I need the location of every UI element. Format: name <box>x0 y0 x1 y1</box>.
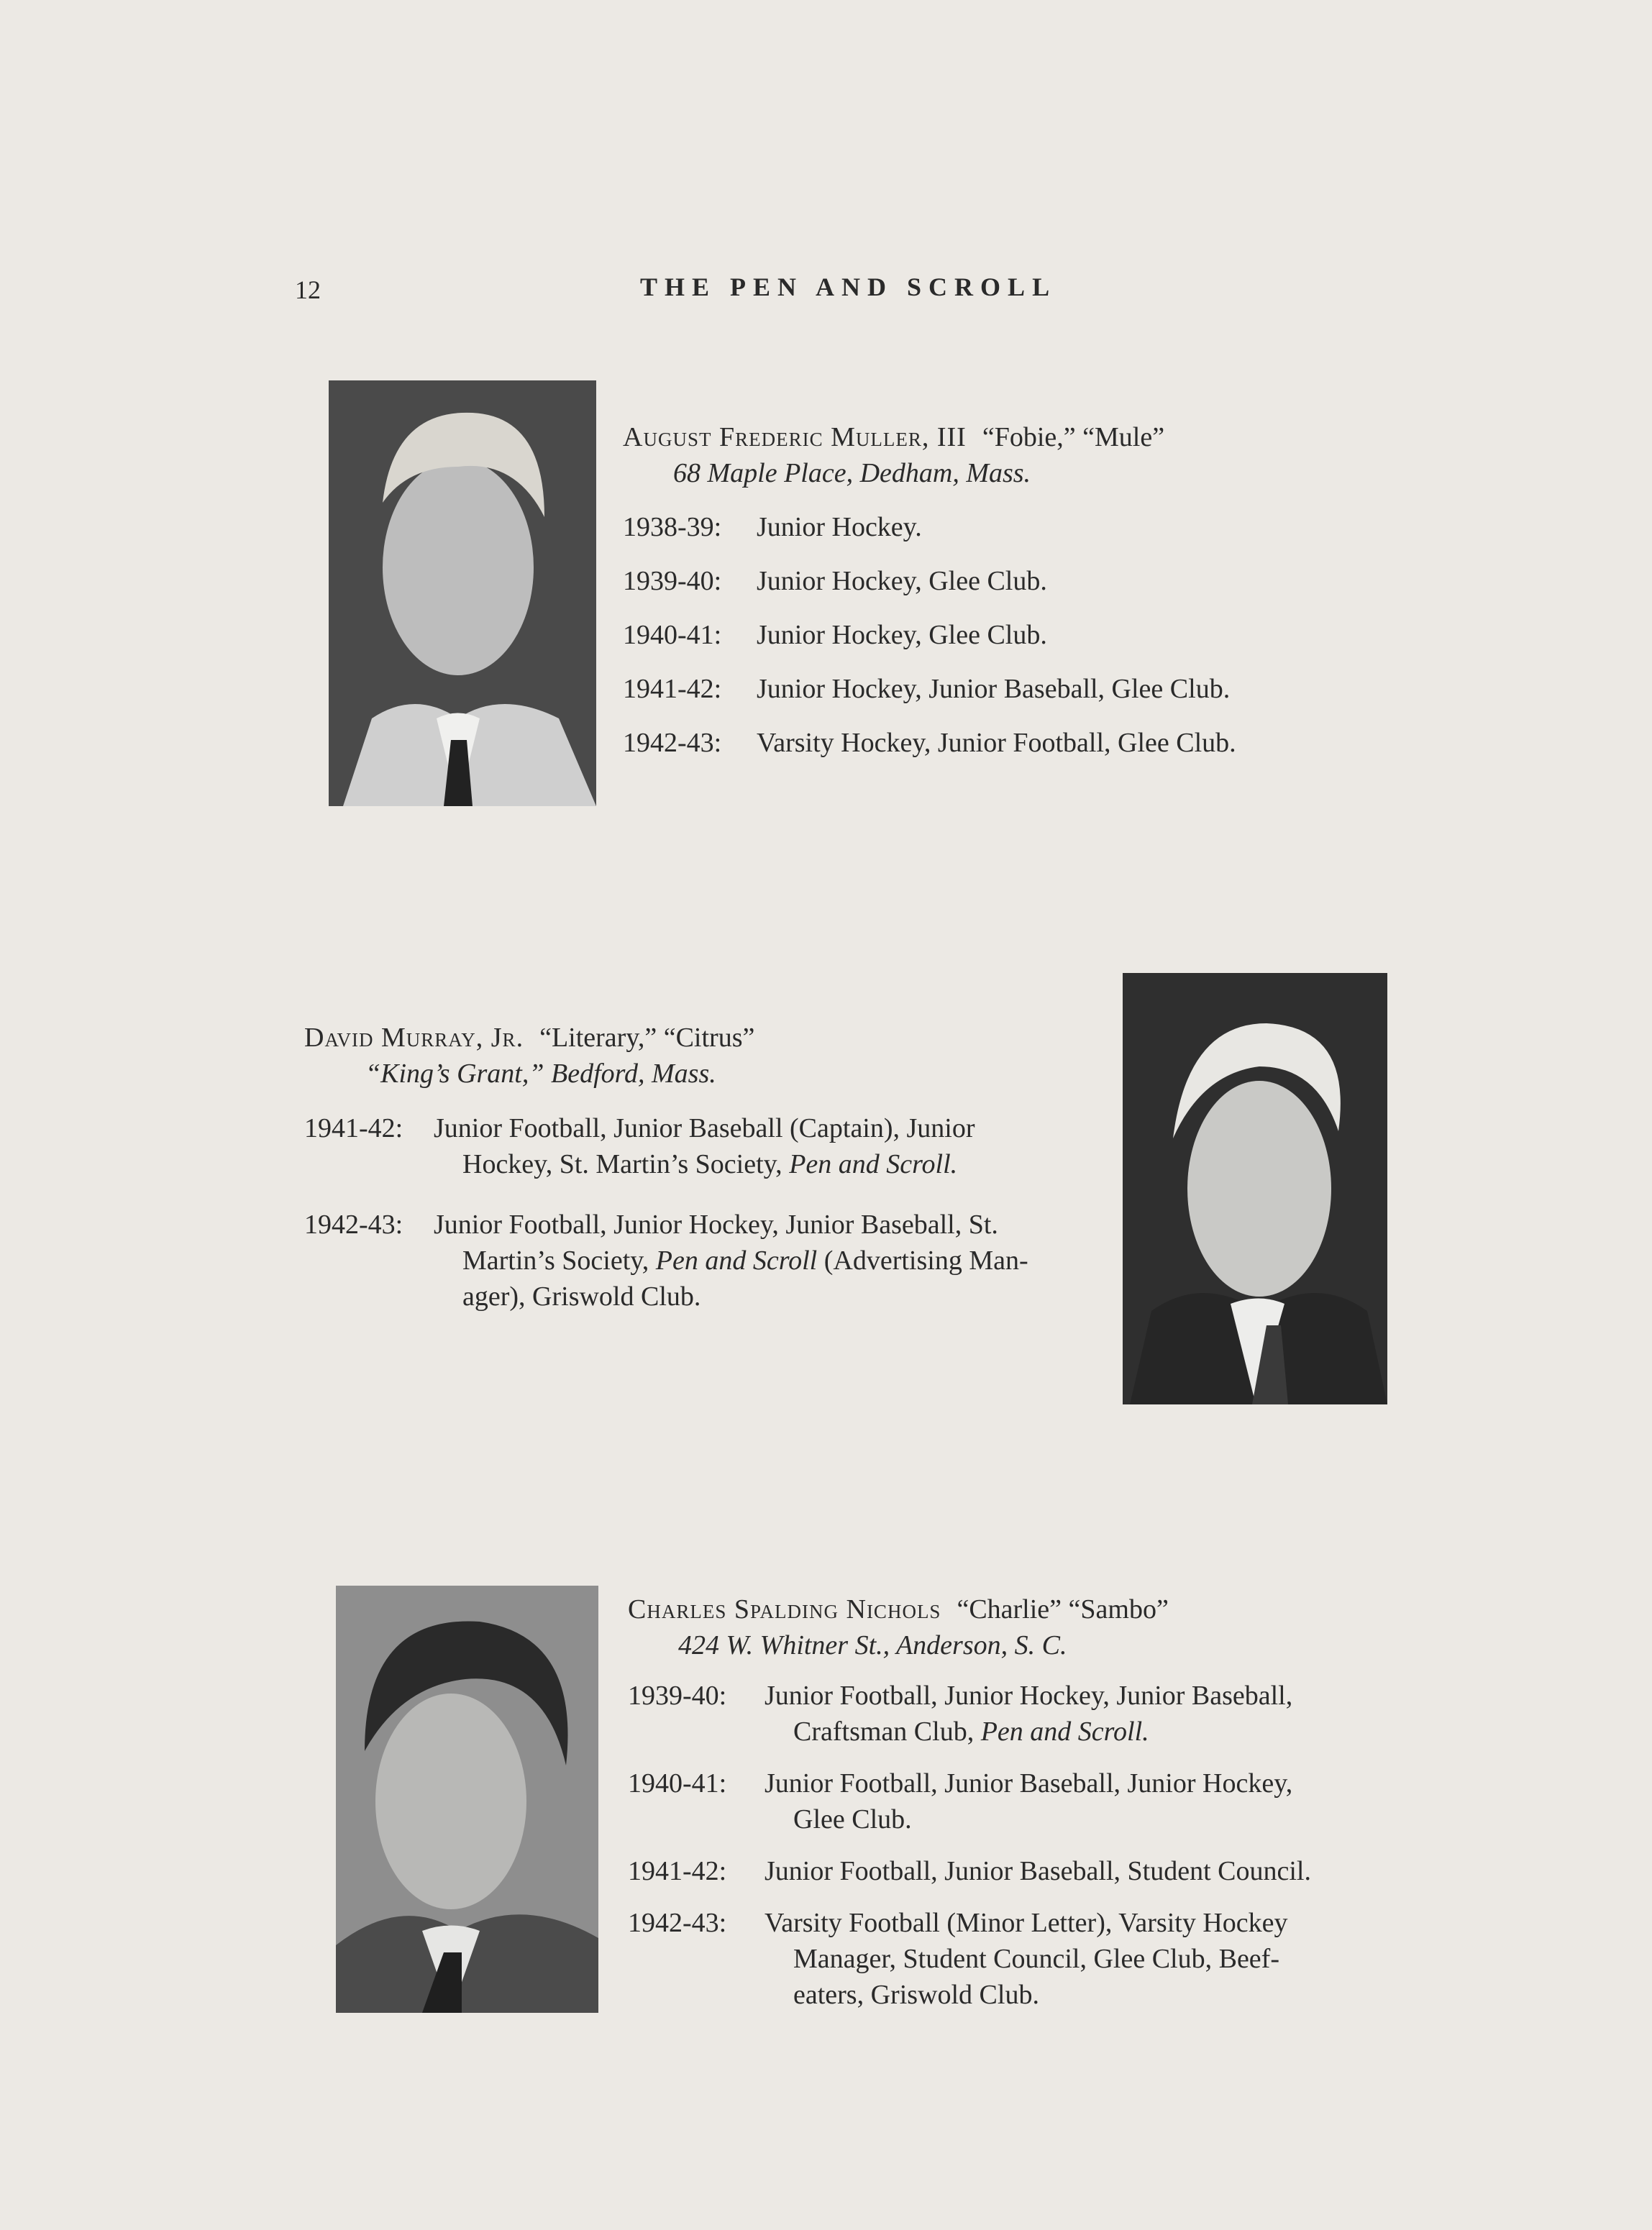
activity-record: 1941-42: Junior Football, Junior Baseball, Student Council. <box>628 1856 1311 1886</box>
nicknames: “Literary,” “Citrus” <box>539 1023 755 1053</box>
entry-muller <box>623 419 1342 779</box>
portrait-photo-nichols <box>336 1586 598 2013</box>
activity-record: 1942-43: Junior Football, Junior Hockey, Junior Baseball, St. Martin’s Society, Pen and Scroll (Advertising Man- ager), Griswold Club. <box>304 1210 1028 1312</box>
home-address: 424 W. Whitner St., Anderson, S. C. <box>678 1630 1067 1660</box>
activity-record: 1939-40: Junior Football, Junior Hockey, Junior Baseball, Craftsman Club, Pen and Scroll. <box>628 1681 1293 1747</box>
home-address: 68 Maple Place, Dedham, Mass. <box>673 458 1031 488</box>
student-name: August Frederic Muller, III <box>623 422 967 452</box>
activity-record: 1940-41: Junior Football, Junior Baseball, Junior Hockey, Glee Club. <box>628 1768 1293 1834</box>
home-address: “King’s Grant,” Bedford, Mass. <box>365 1059 716 1089</box>
nicknames: “Fobie,” “Mule” <box>982 422 1165 452</box>
page-number: 12 <box>295 275 321 304</box>
portrait-photo-murray <box>1123 973 1387 1404</box>
activity-record: 1940-41: Junior Hockey, Glee Club. <box>623 620 1047 650</box>
student-name: Charles Spalding Nichols <box>628 1594 941 1624</box>
entry-nichols <box>628 1591 1423 2013</box>
entry-murray <box>304 1020 1095 1315</box>
activity-record: 1942-43: Varsity Hockey, Junior Football, Glee Club. <box>623 728 1236 758</box>
student-name: David Murray, Jr. <box>304 1023 524 1053</box>
nicknames: “Charlie” “Sambo” <box>957 1594 1169 1624</box>
activity-record: 1941-42: Junior Football, Junior Baseball (Captain), Junior Hockey, St. Martin’s Society, Pen and Scroll. <box>304 1113 975 1179</box>
activity-record: 1939-40: Junior Hockey, Glee Club. <box>623 566 1047 596</box>
running-title: THE PEN AND SCROLL <box>640 273 1057 301</box>
activity-record: 1941-42: Junior Hockey, Junior Baseball, Glee Club. <box>623 674 1231 704</box>
activity-record: 1942-43: Varsity Football (Minor Letter), Varsity Hockey Manager, Student Council, Glee Club, Beef- eaters, Griswold Club. <box>628 1908 1288 2010</box>
activity-record: 1938-39: Junior Hockey. <box>623 512 922 542</box>
portrait-photo-muller <box>329 380 596 806</box>
